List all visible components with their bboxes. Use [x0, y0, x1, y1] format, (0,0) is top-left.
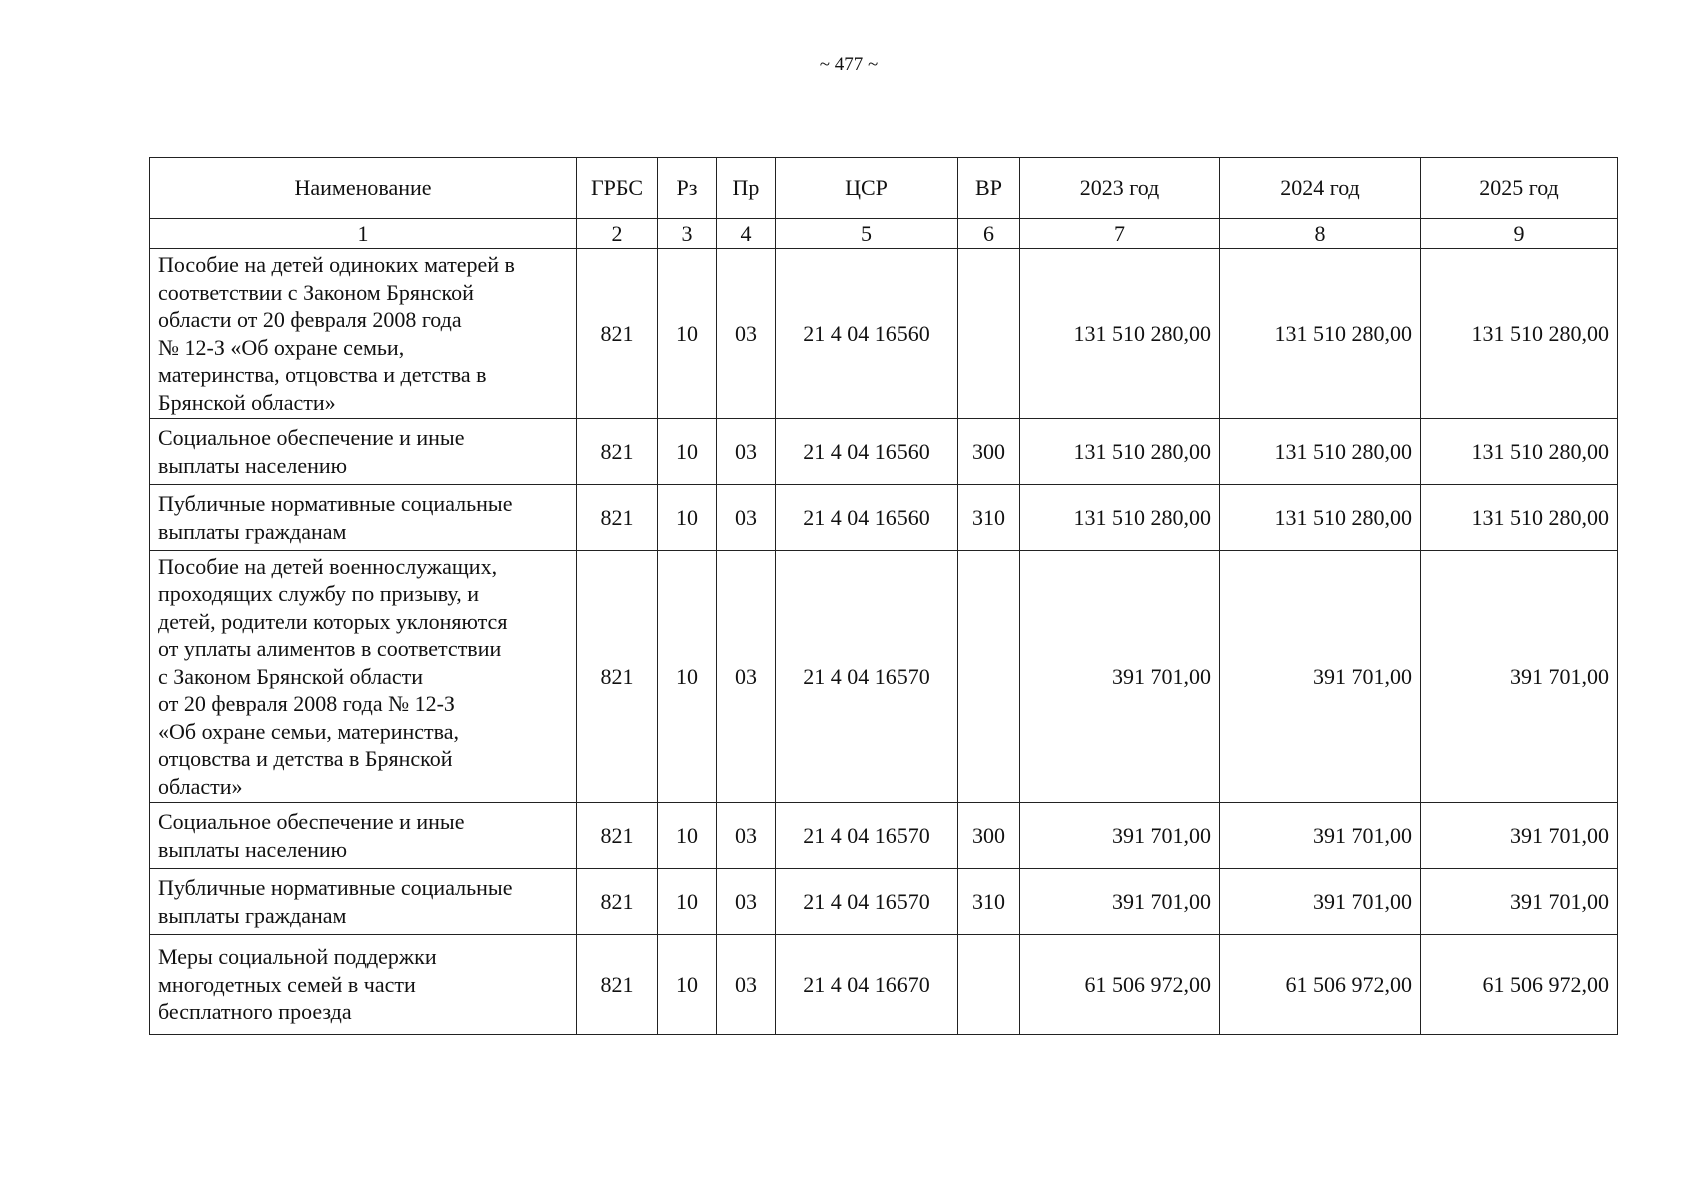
- row-2024: 391 701,00: [1220, 803, 1421, 869]
- row-csr: 21 4 04 16570: [776, 551, 958, 803]
- row-grbs: 821: [577, 551, 658, 803]
- header-rz: Рз: [658, 158, 717, 219]
- row-vr: [958, 551, 1020, 803]
- column-number: 9: [1421, 219, 1618, 249]
- header-grbs: ГРБС: [577, 158, 658, 219]
- table-row: [150, 803, 1618, 869]
- row-csr: 21 4 04 16570: [776, 803, 958, 869]
- row-2023: 131 510 280,00: [1020, 249, 1220, 419]
- row-pr: 03: [717, 419, 776, 485]
- row-pr: 03: [717, 935, 776, 1035]
- column-number: 7: [1020, 219, 1220, 249]
- row-rz: 10: [658, 803, 717, 869]
- row-grbs: 821: [577, 869, 658, 935]
- row-rz: 10: [658, 935, 717, 1035]
- row-2025: 131 510 280,00: [1421, 249, 1618, 419]
- row-grbs: 821: [577, 249, 658, 419]
- row-grbs: 821: [577, 935, 658, 1035]
- row-2025: 131 510 280,00: [1421, 485, 1618, 551]
- row-vr: 310: [958, 485, 1020, 551]
- row-csr: 21 4 04 16560: [776, 419, 958, 485]
- row-rz: 10: [658, 869, 717, 935]
- row-csr: 21 4 04 16560: [776, 485, 958, 551]
- header-csr: ЦСР: [776, 158, 958, 219]
- column-number: 1: [150, 219, 577, 249]
- row-2023: 131 510 280,00: [1020, 419, 1220, 485]
- column-number: 3: [658, 219, 717, 249]
- row-rz: 10: [658, 419, 717, 485]
- row-2024: 131 510 280,00: [1220, 419, 1421, 485]
- header-2025: 2025 год: [1421, 158, 1618, 219]
- column-number: 6: [958, 219, 1020, 249]
- row-csr: 21 4 04 16670: [776, 935, 958, 1035]
- row-2024: 391 701,00: [1220, 551, 1421, 803]
- table-row: [150, 249, 1618, 419]
- table-row: [150, 419, 1618, 485]
- row-rz: 10: [658, 485, 717, 551]
- row-vr: [958, 935, 1020, 1035]
- header-2024: 2024 год: [1220, 158, 1421, 219]
- row-name: Пособие на детей военнослужащих, проходящих службу по призыву, и детей, родители которых уклоняются от уплаты алиментов в соответствии с Законом Брянской области от 20 февраля 2008 года № 12-З «Об охране семьи, материнства, отцовства и детства в Брянской области»: [150, 551, 577, 803]
- row-2025: 61 506 972,00: [1421, 935, 1618, 1035]
- page-number: ~ 477 ~: [819, 54, 879, 75]
- row-csr: 21 4 04 16570: [776, 869, 958, 935]
- header-row: [150, 158, 1618, 219]
- row-2023: 131 510 280,00: [1020, 485, 1220, 551]
- row-2024: 131 510 280,00: [1220, 485, 1421, 551]
- row-2024: 131 510 280,00: [1220, 249, 1421, 419]
- row-2024: 391 701,00: [1220, 869, 1421, 935]
- budget-table: [149, 157, 1618, 1035]
- table-row: [150, 551, 1618, 803]
- row-rz: 10: [658, 249, 717, 419]
- row-2025: 391 701,00: [1421, 803, 1618, 869]
- row-csr: 21 4 04 16560: [776, 249, 958, 419]
- row-2023: 61 506 972,00: [1020, 935, 1220, 1035]
- column-number: 8: [1220, 219, 1421, 249]
- row-pr: 03: [717, 485, 776, 551]
- table-row: [150, 935, 1618, 1035]
- table-row: [150, 869, 1618, 935]
- row-vr: 300: [958, 419, 1020, 485]
- row-rz: 10: [658, 551, 717, 803]
- table-row: [150, 485, 1618, 551]
- row-name: Публичные нормативные социальные выплаты гражданам: [150, 869, 577, 935]
- header-name: Наименование: [150, 158, 577, 219]
- row-2025: 391 701,00: [1421, 869, 1618, 935]
- row-grbs: 821: [577, 803, 658, 869]
- header-2023: 2023 год: [1020, 158, 1220, 219]
- row-name: Меры социальной поддержки многодетных семей в части бесплатного проезда: [150, 935, 577, 1035]
- row-pr: 03: [717, 551, 776, 803]
- row-name: Социальное обеспечение и иные выплаты населению: [150, 803, 577, 869]
- column-number: 4: [717, 219, 776, 249]
- header-pr: Пр: [717, 158, 776, 219]
- row-pr: 03: [717, 803, 776, 869]
- row-name: Публичные нормативные социальные выплаты гражданам: [150, 485, 577, 551]
- column-number: 2: [577, 219, 658, 249]
- row-grbs: 821: [577, 485, 658, 551]
- row-2023: 391 701,00: [1020, 869, 1220, 935]
- row-name: Социальное обеспечение и иные выплаты населению: [150, 419, 577, 485]
- row-pr: 03: [717, 869, 776, 935]
- row-2023: 391 701,00: [1020, 803, 1220, 869]
- header-vr: ВР: [958, 158, 1020, 219]
- row-vr: 300: [958, 803, 1020, 869]
- column-number-row: [150, 219, 1618, 249]
- row-vr: 310: [958, 869, 1020, 935]
- row-2025: 391 701,00: [1421, 551, 1618, 803]
- row-2023: 391 701,00: [1020, 551, 1220, 803]
- row-2025: 131 510 280,00: [1421, 419, 1618, 485]
- row-pr: 03: [717, 249, 776, 419]
- column-number: 5: [776, 219, 958, 249]
- row-2024: 61 506 972,00: [1220, 935, 1421, 1035]
- row-grbs: 821: [577, 419, 658, 485]
- row-name: Пособие на детей одиноких матерей в соответствии с Законом Брянской области от 20 февраля 2008 года № 12-З «Об охране семьи, материнства, отцовства и детства в Брянской области»: [150, 249, 577, 419]
- row-vr: [958, 249, 1020, 419]
